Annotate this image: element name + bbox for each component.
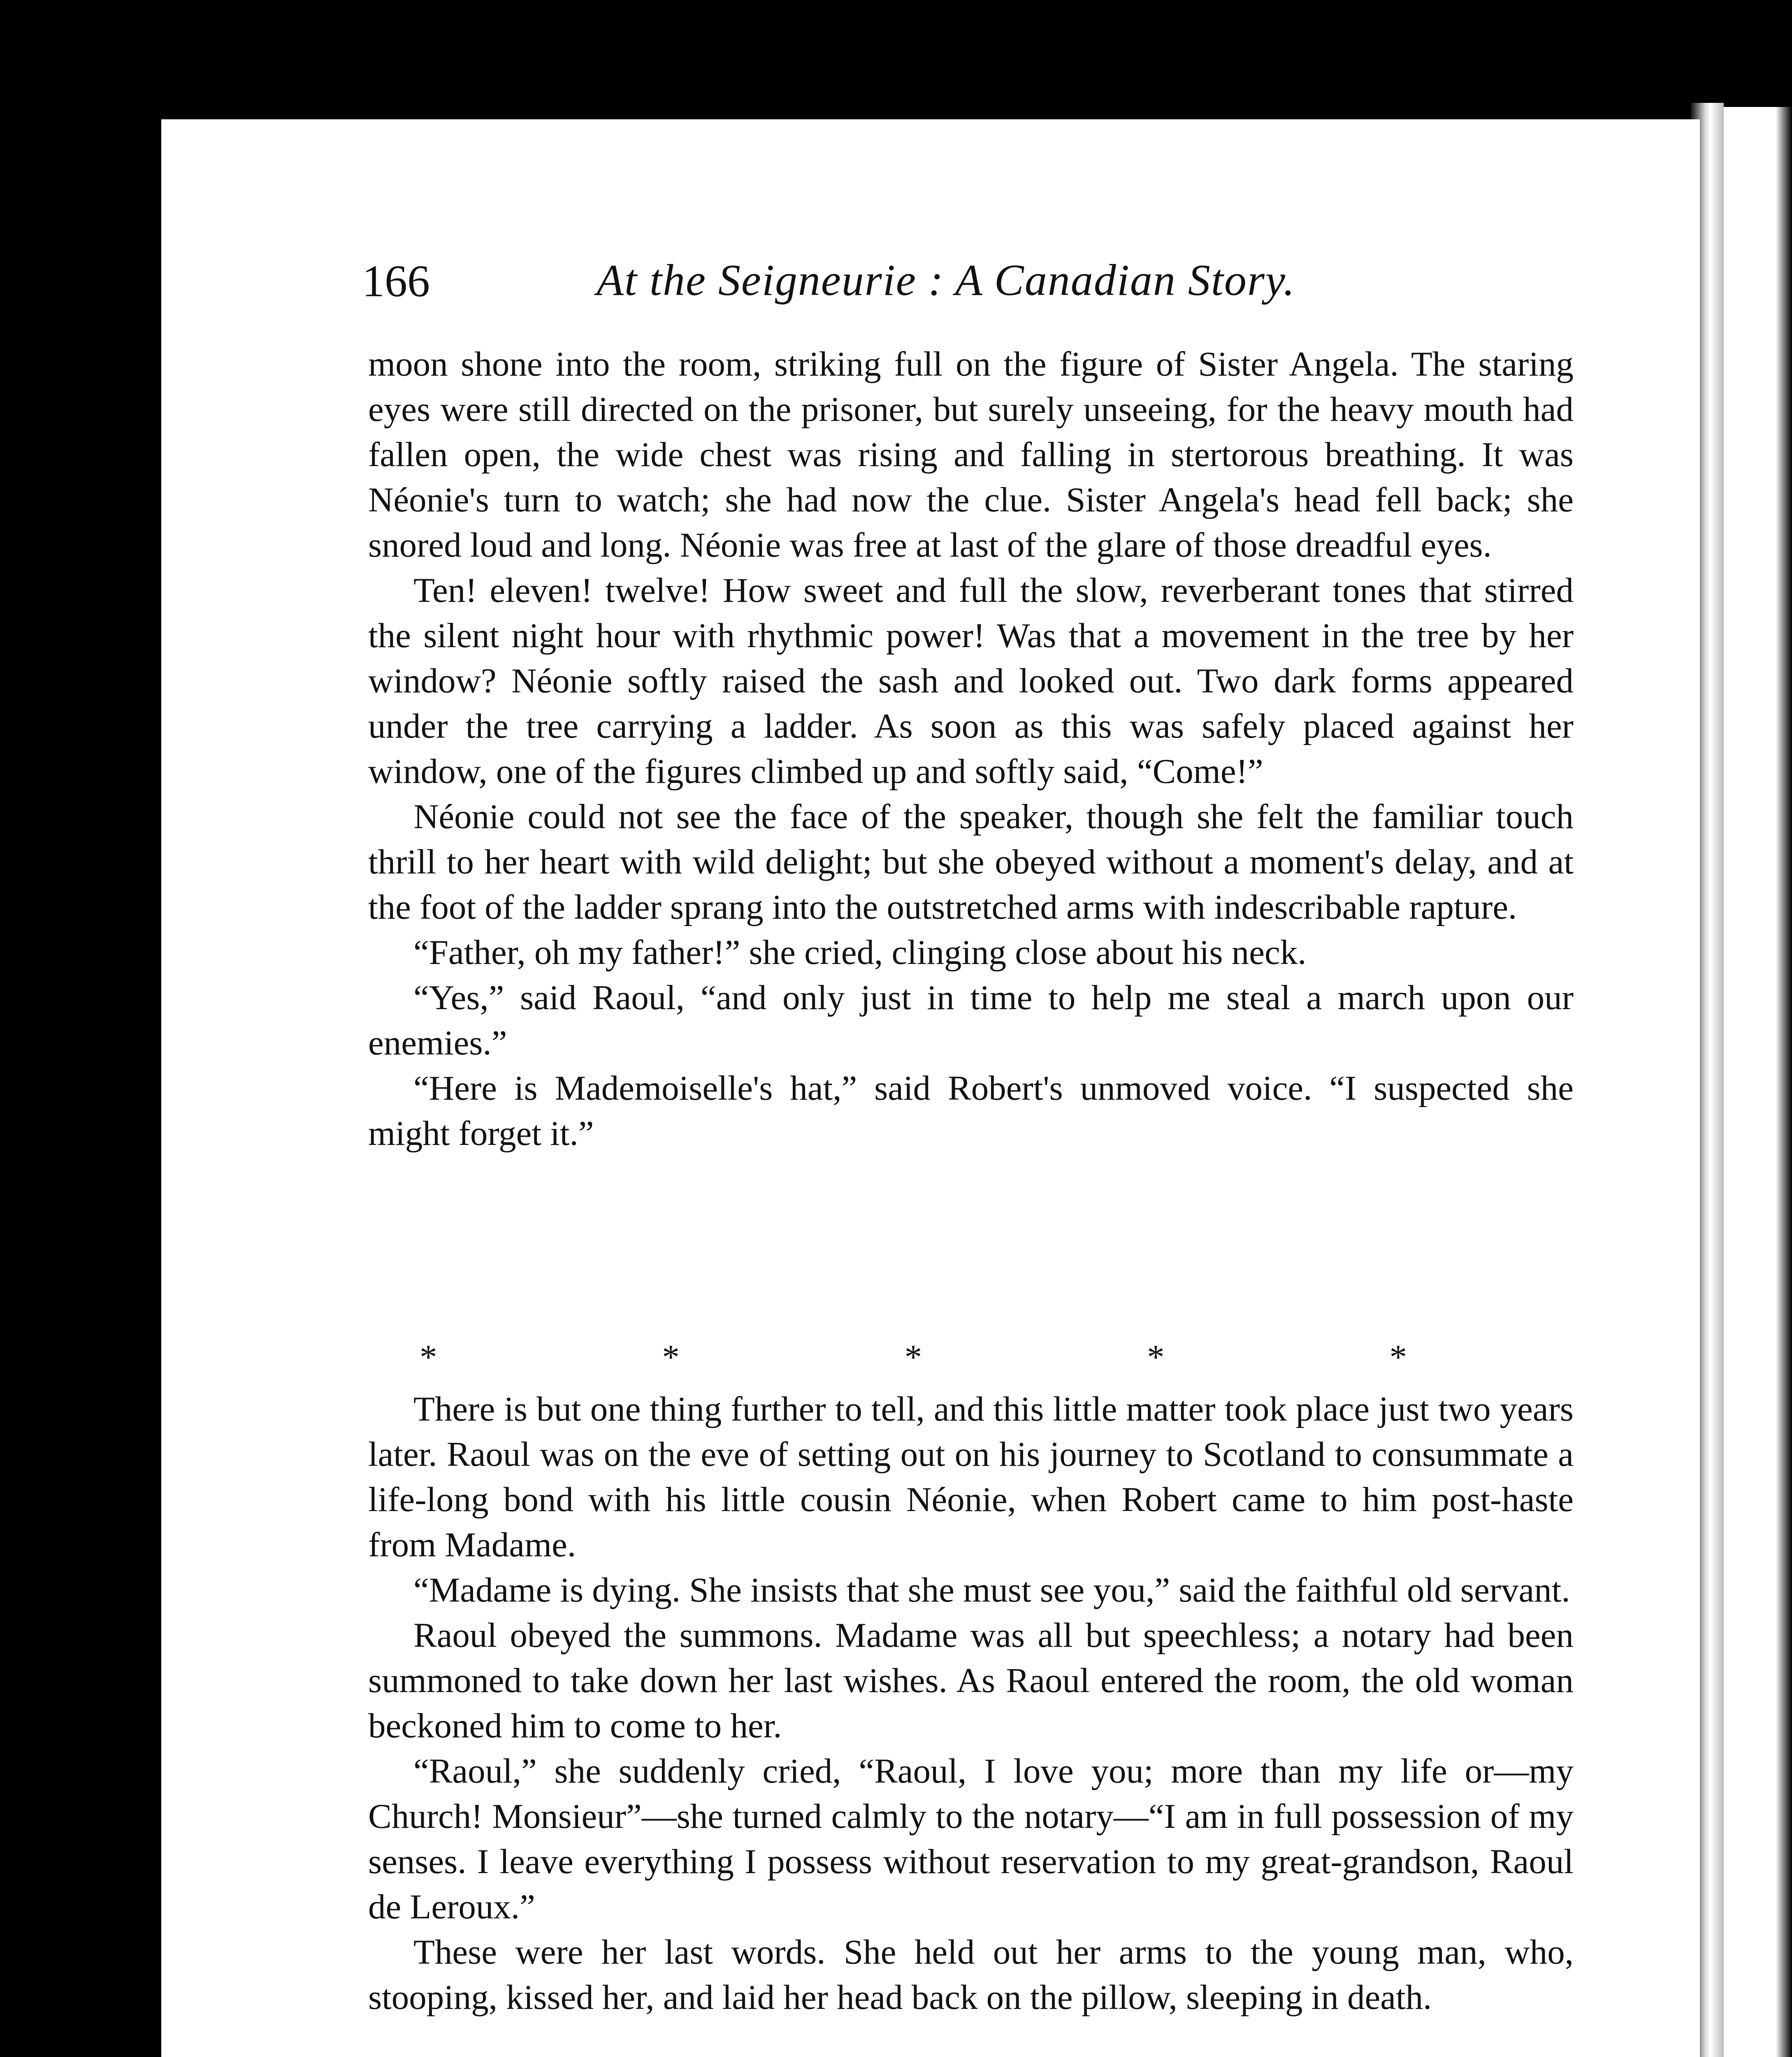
paragraph: There is but one thing further to tell, and this little matter took place just two years later. Raoul was on the eve of setting out on his journey to Scotland to consummate a life-long bond with his little cousin Néonie, when Robert came to him post-haste from Madame. [368,1390,1574,1564]
paragraph: “Madame is dying. She insists that she must see you,” said the faithful old servant. [413,1571,1570,1609]
separator-star: * [904,1338,922,1377]
paragraph: These were her last words. She held out her arms to the young man, who, stooping, kissed her, and laid her head back on the pillow, sleeping in death. [368,1933,1574,2017]
facing-page-edge [1724,107,1792,2057]
separator-star: * [1147,1338,1165,1377]
paragraph: “Father, oh my father!” she cried, clinging close about his neck. [413,933,1307,972]
paragraph: Ten! eleven! twelve! How sweet and full the slow, reverberant tones that stirred the silent night hour with rhythmic power! Was that a movement in the tree by her window? Néonie softly raised the sash and looked out. Two dark forms appeared under the tree carrying a ladder. As soon as this was safely placed against her window, one of the figures climbed up and softly said, “Come!” [368,571,1574,791]
page-header [202,255,1600,321]
paragraph: “Here is Mademoiselle's hat,” said Robert's unmoved voice. “I suspected she might forget it.” [368,1069,1574,1153]
separator-star: * [662,1338,680,1377]
separator-star: * [1389,1338,1407,1377]
separator-star: * [420,1338,437,1377]
page-number: 166 [362,256,430,306]
section-separator [420,1337,1407,1378]
paragraph: “Raoul,” she suddenly cried, “Raoul, I love you; more than my life or—my Church! Monsieur”—she turned calmly to the notary—“I am in full possession of my senses. I leave everything I possess without reservation to my great-grandson, Raoul de Leroux.” [368,1752,1574,1926]
paragraph: Raoul obeyed the summons. Madame was all but speechless; a notary had been summoned to take down her last wishes. As Raoul entered the room, the old woman beckoned him to come to her. [368,1616,1574,1745]
paragraph: moon shone into the room, striking full on the figure of Sister Angela. The staring eyes were still directed on the prisoner, but surely unseeing, for the heavy mouth had fallen open, the wide chest was rising and falling in stertorous breathing. It was Néonie's turn to watch; she had now the clue. Sister Angela's head fell back; she snored loud and long. Néonie was free at last of the glare of those dreadful eyes. [368,345,1574,564]
body-text-top [368,341,1574,1156]
running-title: At the Seigneurie : A Canadian Story. [597,256,1295,305]
paragraph: Néonie could not see the face of the speaker, though she felt the familiar touch thrill to her heart with wild delight; but she obeyed without a moment's delay, and at the foot of the ladder sprang into the outstretched arms with indescribable rapture. [368,797,1574,926]
body-text-bottom [368,1386,1574,2020]
paragraph: “Yes,” said Raoul, “and only just in time to help me steal a march upon our enemies.” [368,978,1574,1062]
